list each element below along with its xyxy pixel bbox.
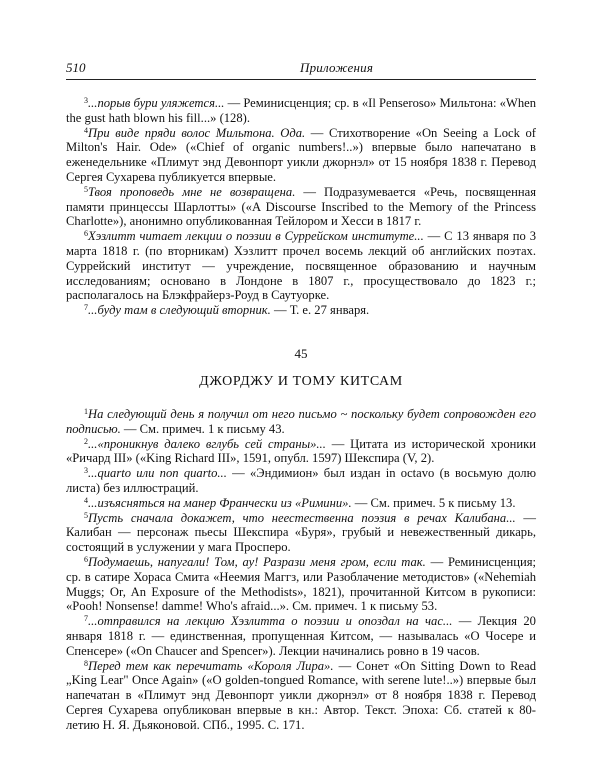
note-text: — Калибан — персонаж пьесы Шекспира «Буря», грубый и невежественный дикарь, состоящий в услужении у мага Просперо. xyxy=(66,510,536,555)
note-text: — «Эндимион» был издан in octavo (в восьмую долю листа) без иллюстраций. xyxy=(66,466,536,495)
footnote xyxy=(66,511,536,555)
note-text: — Стихотворение «On Seeing a Lock of Milton's Hair. Ode» («Chief of organic numbers!..») впервые было напечатано в еженедельнике «Плимут энд Девонпорт уикли джорнэл» от 15 ноября 1838 г. Перевод Сергея Сухарева публикуется впервые. xyxy=(66,125,536,184)
note-lemma: ...изъясняться на манер Франчески из «Римини». xyxy=(88,495,352,510)
note-text: — Сонет «On Sitting Down to Read „King Lear" Once Again» («O golden-tongued Romance, with serene lute!..») впервые был напечатан в «Плимут энд Девонпорт уикли джорнэл» от 8 ноября 1838 г. Перевод Сергея Сухарева опубликован впервые в кн.: Автор. Текст. Эпоха: Сб. статей к 80-летию Н. Я. Дьяконовой. СПб., 1995. С. 171. xyxy=(66,658,537,732)
note-number: 7 xyxy=(84,303,88,313)
notes-previous-letter xyxy=(66,96,536,318)
note-number: 4 xyxy=(84,495,88,505)
note-lemma: На следующий день я получил от него письмо ~ поскольку будет сопровожден его подписью. xyxy=(66,406,536,436)
note-number: 3 xyxy=(84,96,88,105)
note-number: 4 xyxy=(84,125,88,135)
note-lemma: ...буду там в следующий вторник. xyxy=(88,303,271,318)
note-number: 5 xyxy=(84,184,88,194)
section-number: 45 xyxy=(294,345,308,361)
note-lemma: ...«проникнув далеко вглубь сей страны»... xyxy=(88,436,326,451)
note-text: — Лекция 20 января 1818 г. — единственная, пропущенная Китсом, — называлась «О Чосере и Спенсере» («On Chaucer and Spencer»). Лекции начинались ровно в 19 часов. xyxy=(66,614,536,658)
note-text: — Подразумевается «Речь, посвященная памяти принцессы Шарлотты» («A Discourse Inscribed to the Memory of the Princess Charlotte»), анонимно опубликованная Тейлором и Хесси в 1817 г. xyxy=(66,184,536,229)
footnote xyxy=(66,659,536,733)
note-lemma: ...отправился на лекцию Хэзлитта о поэзии и опоздал на час... xyxy=(88,614,453,629)
footnote xyxy=(66,466,536,496)
note-lemma: При виде пряди волос Мильтона. Ода. xyxy=(88,125,306,140)
footnote xyxy=(66,126,536,185)
footnote xyxy=(66,496,536,511)
footnote xyxy=(66,229,536,303)
section-title: ДЖОРДЖУ И ТОМУ КИТСАМ xyxy=(199,373,403,389)
note-text: — Цитата из исторической хроники «Ричард III» («King Richard III», 1591, опубл. 1597) Шекспира (V, 2). xyxy=(66,436,536,466)
note-number: 6 xyxy=(84,554,88,564)
note-number: 5 xyxy=(84,510,88,520)
note-lemma: Подумаешь, напугали! Том, ау! Разрази меня гром, если так. xyxy=(88,554,426,569)
note-text: — См. примеч. 1 к письму 43. xyxy=(120,421,285,436)
note-text: — См. примеч. 5 к письму 13. xyxy=(351,495,516,510)
note-text: — С 13 января по 3 марта 1818 г. (по вторникам) Хэзлитт прочел восемь лекций об английских поэтах. Суррейский институт — учреждение, посвященное образованию и научным исследованиям; основано в Лондоне в 1807 г., просуществовало до 1823 г.; располагалось на Блэкфрайерз-Роуд в Саутуорке. xyxy=(66,229,537,303)
note-number: 1 xyxy=(84,406,88,416)
note-text: — Реминисценция; ср. в «Il Penseroso» Мильтона: «When the gust hath blown his fill...» (128). xyxy=(66,96,536,125)
note-lemma: Перед тем как перечитать «Короля Лира». xyxy=(88,658,334,673)
header-rule xyxy=(66,79,536,80)
notes-letter-45 xyxy=(66,407,536,733)
note-lemma: Хэзлитт читает лекции о поэзии в Суррейском институте... xyxy=(88,229,424,244)
note-number: 8 xyxy=(84,658,88,668)
footnote xyxy=(66,614,536,658)
footnote xyxy=(66,437,536,467)
footnote xyxy=(66,96,536,126)
footnote xyxy=(66,555,536,614)
note-number: 3 xyxy=(84,466,88,476)
footnote xyxy=(66,303,536,318)
running-header-title: Приложения xyxy=(300,60,374,75)
note-lemma: ...порыв бури уляжется... xyxy=(88,96,225,110)
note-lemma: Твоя проповедь мне не возвращена. xyxy=(88,184,296,199)
note-number: 2 xyxy=(84,436,88,446)
note-text: — Реминисценция; ср. в сатире Хораса Смита «Неемия Маггз, или Разоблачение методистов» («Nehemiah Muggs; Or, An Exposure of the Methodists», 1821), прочитанной Китсом в рукописи: «Pooh! Nonsense! damme! Who's afraid...». См. примеч. 1 к письму 53. xyxy=(66,554,536,614)
footnote xyxy=(66,407,536,437)
note-text: — Т. е. 27 января. xyxy=(270,303,370,318)
page-number: 510 xyxy=(66,60,86,75)
footnote xyxy=(66,185,536,229)
note-number: 6 xyxy=(84,229,88,239)
note-number: 7 xyxy=(84,614,88,624)
note-lemma: ...quarto или поп quarto... xyxy=(88,466,227,481)
note-lemma: Пусть сначала докажет, что неестественна поэзия в речах Калибана... xyxy=(88,510,516,525)
page-body xyxy=(66,96,536,732)
